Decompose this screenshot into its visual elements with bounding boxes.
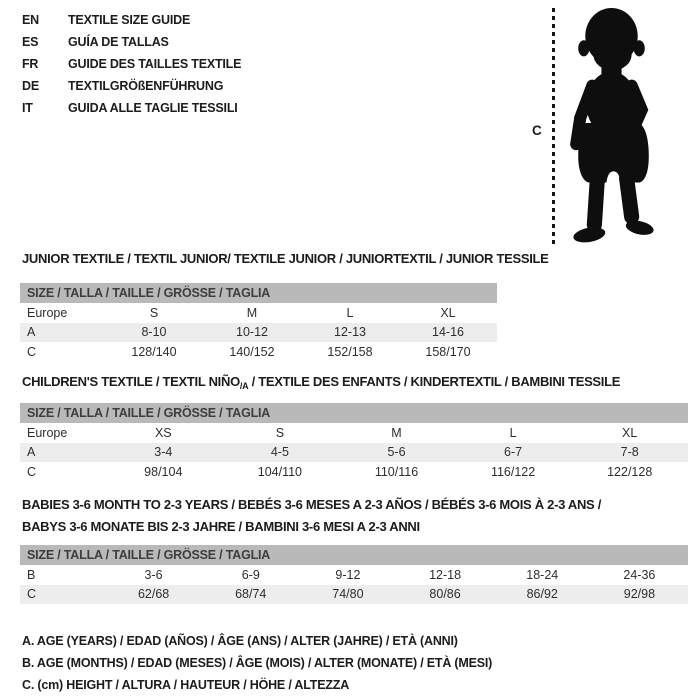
size-cell: L xyxy=(346,305,354,320)
row-label: C xyxy=(27,464,37,479)
height-measure-dashed-line xyxy=(552,8,555,248)
language-row-it xyxy=(22,97,241,119)
height-cell: 80/86 xyxy=(429,587,461,602)
row-label: C xyxy=(27,344,37,359)
language-title: TEXTILE SIZE GUIDE xyxy=(68,13,191,27)
language-title: GUÍA DE TALLAS xyxy=(68,35,169,49)
table-row xyxy=(20,342,497,362)
language-title: TEXTILGRÖßENFÜHRUNG xyxy=(68,79,224,93)
row-label: Europe xyxy=(27,425,68,440)
junior-table-title: JUNIOR TEXTILE / TEXTIL JUNIOR/ TEXTILE JUNIOR / JUNIORTEXTIL / JUNIOR TESSILE xyxy=(22,251,549,266)
height-measure-label: C xyxy=(532,123,542,138)
size-cell: S xyxy=(275,425,285,440)
language-code: EN xyxy=(22,13,39,27)
size-cell: XS xyxy=(154,425,172,440)
table-row xyxy=(20,462,688,482)
measurement-legend xyxy=(22,630,492,696)
height-cell: 98/104 xyxy=(144,464,183,479)
language-code: ES xyxy=(22,35,39,49)
language-code: IT xyxy=(22,101,33,115)
row-label: A xyxy=(27,445,36,460)
language-code: DE xyxy=(22,79,39,93)
age-cell: 3-4 xyxy=(154,445,173,460)
size-cell: XL xyxy=(440,305,456,320)
age-cell: 6-9 xyxy=(241,567,260,582)
language-row-fr xyxy=(22,53,241,75)
children-title-subscript: /A xyxy=(239,381,249,391)
language-title: GUIDE DES TAILLES TEXTILE xyxy=(68,57,242,71)
age-cell: 10-12 xyxy=(236,325,268,340)
age-cell: 7-8 xyxy=(620,445,639,460)
row-label: Europe xyxy=(27,305,68,320)
table-row xyxy=(20,423,688,443)
height-cell: 128/140 xyxy=(131,344,177,359)
age-cell: 12-18 xyxy=(429,567,462,582)
size-cell: S xyxy=(149,305,159,320)
legend-line-c: C. (cm) HEIGHT / ALTURA / HAUTEUR / HÖHE / ALTEZZA xyxy=(22,678,350,692)
row-label: C xyxy=(27,587,37,602)
babies-title-line1: BABIES 3-6 MONTH TO 2-3 YEARS / BEBÉS 3-6 MESES A 2-3 AÑOS / BÉBÉS 3-6 MOIS À 2-3 ANS / xyxy=(22,497,602,512)
age-cell: 6-7 xyxy=(504,445,523,460)
height-cell: 116/122 xyxy=(490,464,536,479)
children-table-title xyxy=(22,371,620,397)
age-cell: 14-16 xyxy=(432,325,464,340)
language-code: FR xyxy=(22,57,39,71)
height-cell: 74/80 xyxy=(332,587,364,602)
children-title-post: / TEXTILE DES ENFANTS / KINDERTEXTIL / BAMBINI TESSILE xyxy=(248,374,621,389)
height-cell: 62/68 xyxy=(137,587,170,602)
size-header-band: SIZE / TALLA / TAILLE / GRÖSSE / TAGLIA xyxy=(20,403,688,423)
age-cell: 12-13 xyxy=(334,325,366,340)
height-cell: 122/128 xyxy=(607,464,653,479)
babies-title-line2: BABYS 3-6 MONATE BIS 2-3 JAHRE / BAMBINI 3-6 MESI A 2-3 ANNI xyxy=(22,519,420,534)
junior-size-table xyxy=(20,283,497,362)
age-cell: 5-6 xyxy=(387,445,406,460)
table-row xyxy=(20,443,688,463)
height-cell: 140/152 xyxy=(229,344,275,359)
language-row-de xyxy=(22,75,241,97)
age-cell: 24-36 xyxy=(623,567,656,582)
height-cell: 86/92 xyxy=(526,587,558,602)
age-cell: 4-5 xyxy=(270,445,289,460)
babies-table-title xyxy=(22,494,601,538)
table-row xyxy=(20,323,497,343)
toddler-silhouette-icon xyxy=(556,7,668,249)
legend-line-a: A. AGE (YEARS) / EDAD (AÑOS) / ÂGE (ANS) / ALTER (JAHRE) / ETÀ (ANNI) xyxy=(22,634,458,648)
size-header-band: SIZE / TALLA / TAILLE / GRÖSSE / TAGLIA xyxy=(20,545,688,565)
size-cell: M xyxy=(246,305,258,320)
table-row xyxy=(20,565,688,585)
language-title-list xyxy=(22,9,241,119)
table-row xyxy=(20,303,497,323)
size-header-band: SIZE / TALLA / TAILLE / GRÖSSE / TAGLIA xyxy=(20,283,497,303)
language-title: GUIDA ALLE TAGLIE TESSILI xyxy=(68,101,238,115)
age-cell: 18-24 xyxy=(526,567,559,582)
language-row-en xyxy=(22,9,241,31)
age-cell: 8-10 xyxy=(141,325,167,340)
language-row-es xyxy=(22,31,241,53)
age-cell: 3-6 xyxy=(144,567,163,582)
height-cell: 110/116 xyxy=(374,464,419,479)
table-row xyxy=(20,585,688,605)
children-size-table xyxy=(20,403,688,482)
size-cell: L xyxy=(509,425,517,440)
height-cell: 104/110 xyxy=(257,464,303,479)
legend-line-b: B. AGE (MONTHS) / EDAD (MESES) / ÂGE (MOIS) / ALTER (MONATE) / ETÀ (MESI) xyxy=(22,656,493,670)
size-cell: XL xyxy=(622,425,638,440)
row-label: B xyxy=(27,567,36,582)
size-cell: M xyxy=(391,425,402,440)
children-title-pre: CHILDREN'S TEXTILE / TEXTIL NIÑO xyxy=(22,374,240,389)
row-label: A xyxy=(27,325,36,340)
height-cell: 158/170 xyxy=(425,344,471,359)
babies-size-table xyxy=(20,545,688,604)
age-cell: 9-12 xyxy=(335,567,361,582)
height-cell: 68/74 xyxy=(235,587,267,602)
height-cell: 92/98 xyxy=(623,587,656,602)
height-cell: 152/158 xyxy=(327,344,373,359)
